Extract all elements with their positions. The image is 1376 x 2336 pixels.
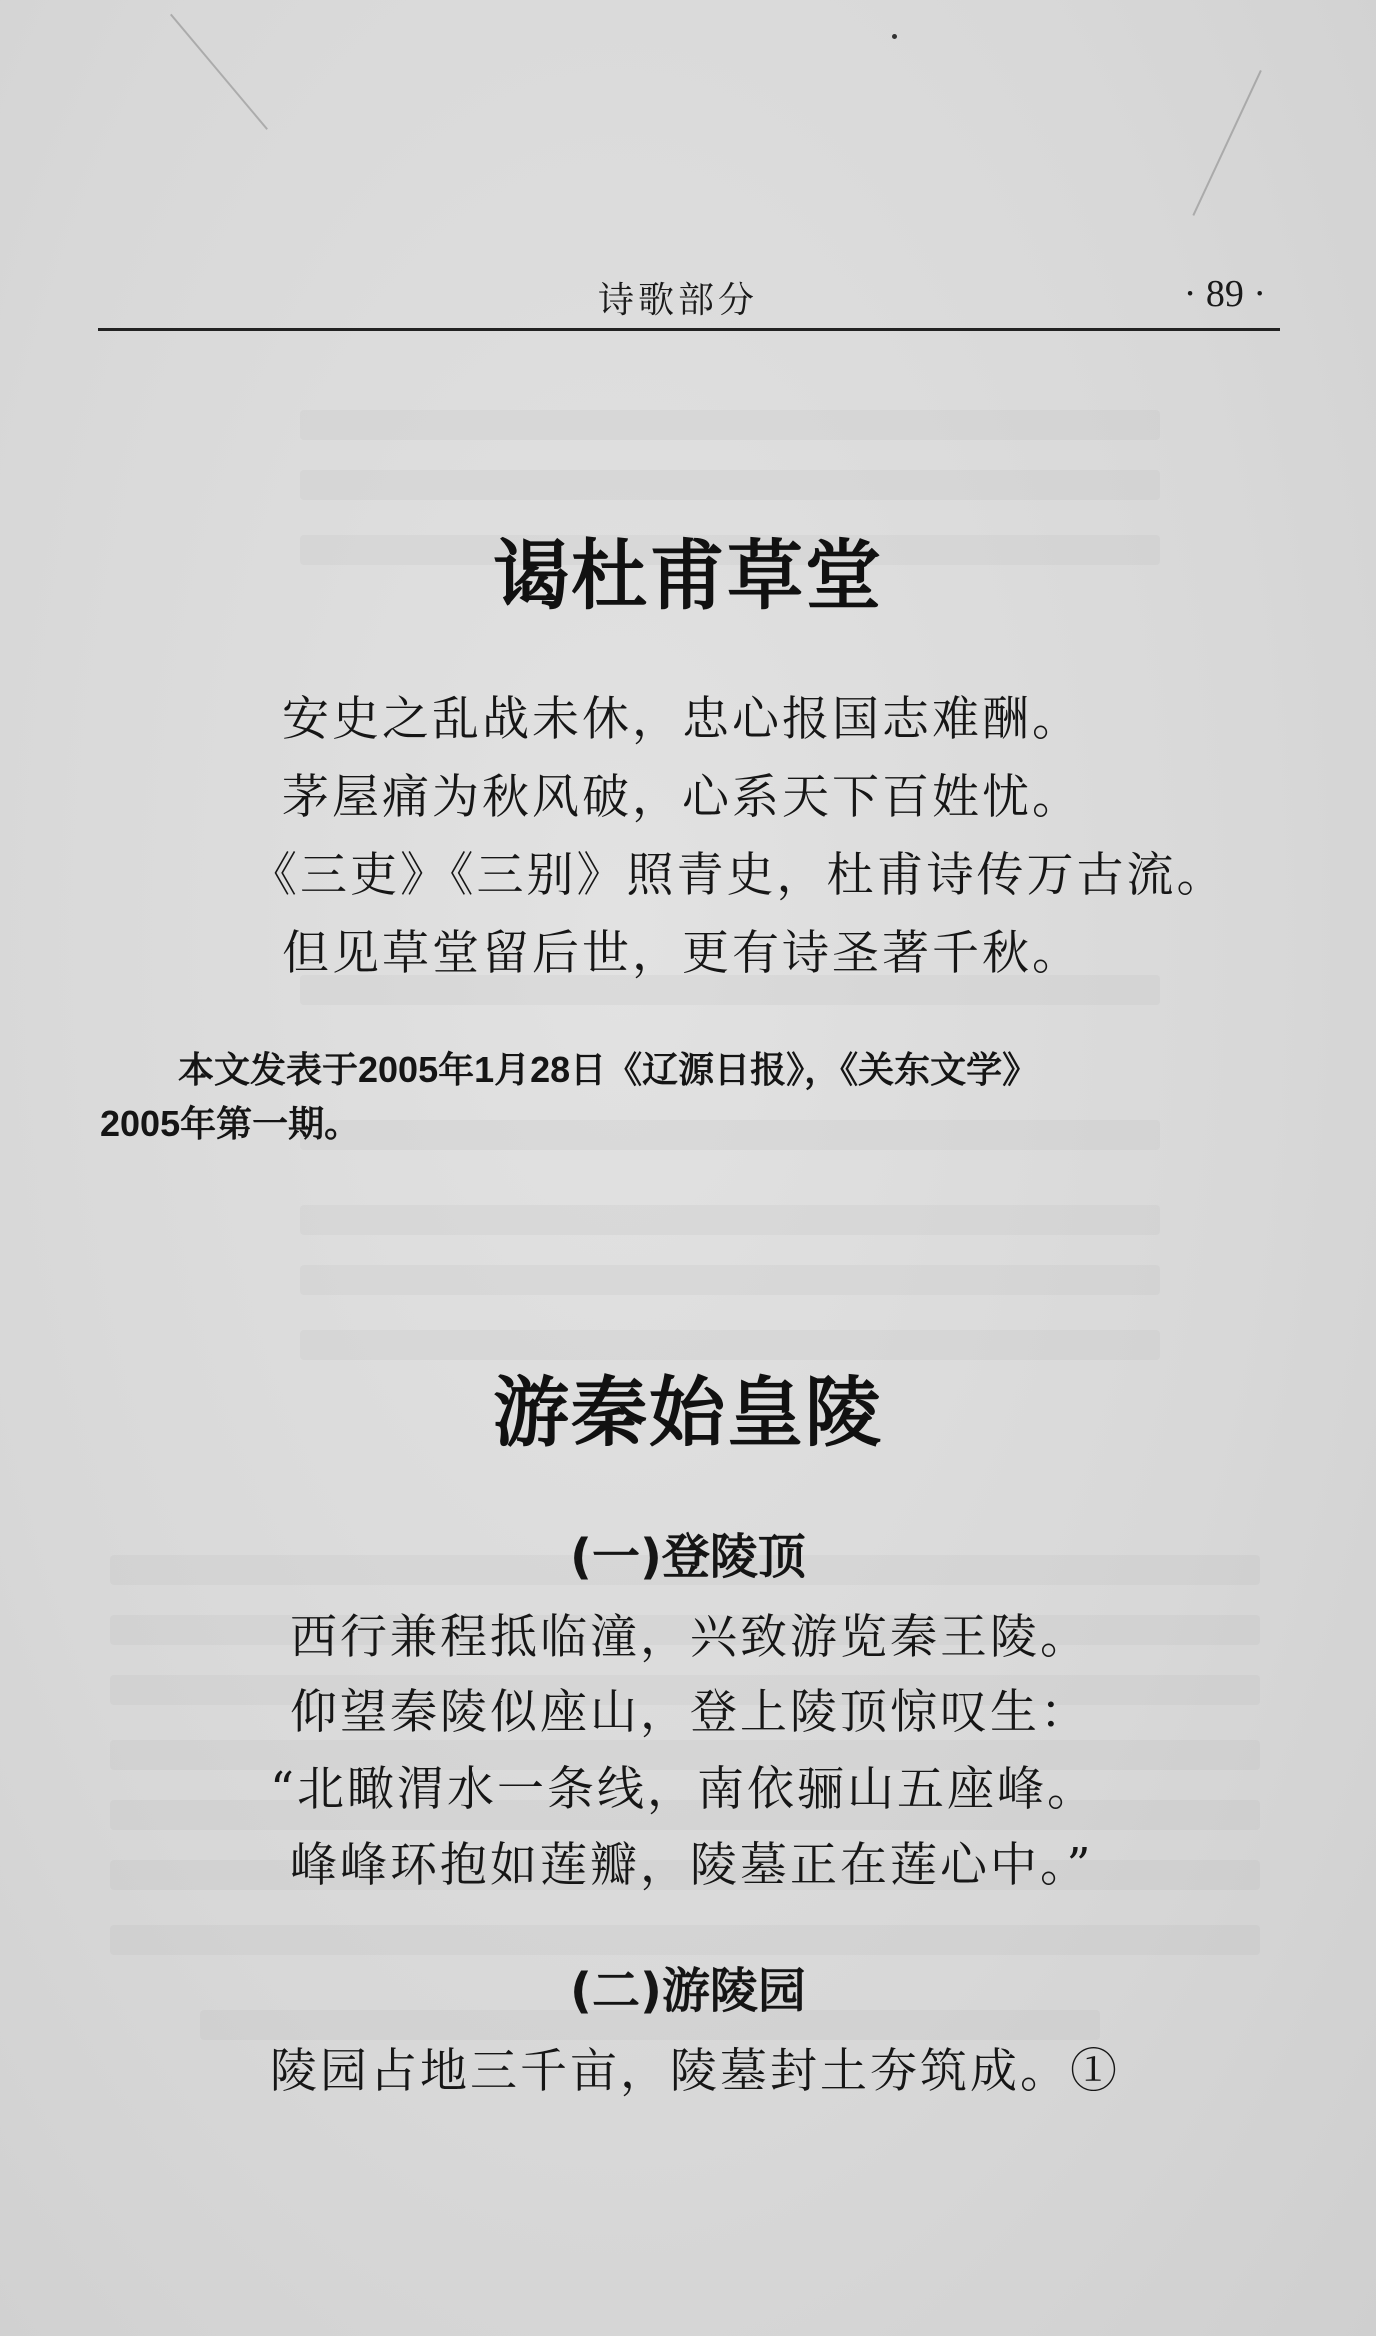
section-title: 诗歌部分 bbox=[598, 280, 759, 321]
bleed-through bbox=[300, 1265, 1160, 1295]
bleed-through bbox=[300, 1120, 1160, 1150]
poem-line: 峰峰环抱如莲瓣，陵墓正在莲心中。” bbox=[290, 1838, 1094, 1893]
bleed-through bbox=[110, 1925, 1260, 1955]
poem-line: 《三吏》《三别》照青史，杜甫诗传万古流。 bbox=[250, 848, 1227, 903]
publication-note: 2005年第一期。 bbox=[100, 1103, 361, 1144]
poem-line: 西行兼程抵临潼，兴致游览秦王陵。 bbox=[290, 1610, 1090, 1665]
poem-line: 茅屋痛为秋风破，心系天下百姓忧。 bbox=[282, 770, 1082, 825]
poem-line: 陵园占地三千亩，陵墓封土夯筑成。① bbox=[270, 2044, 1120, 2099]
poem-subtitle: (二)游陵园 bbox=[570, 1963, 806, 2019]
scratch-mark bbox=[170, 14, 268, 130]
scratch-mark bbox=[1192, 70, 1261, 216]
poem-line: 安史之乱战未休，忠心报国志难酬。 bbox=[282, 692, 1082, 747]
poem-line: 但见草堂留后世，更有诗圣著千秋。 bbox=[282, 926, 1082, 981]
poem-subtitle: (一)登陵顶 bbox=[570, 1529, 806, 1585]
publication-note: 本文发表于2005年1月28日《辽源日报》，《关东文学》 bbox=[178, 1049, 1039, 1090]
running-header bbox=[98, 268, 1280, 331]
poem-line: “北瞰渭水一条线，南依骊山五座峰。 bbox=[270, 1762, 1098, 1817]
poem-line: 仰望秦陵似座山，登上陵顶惊叹生： bbox=[290, 1685, 1090, 1740]
poem-title: 游秦始皇陵 bbox=[493, 1368, 883, 1457]
poem-title: 谒杜甫草堂 bbox=[493, 531, 883, 620]
bleed-through bbox=[300, 410, 1160, 440]
page-number: · 89 · bbox=[1183, 273, 1266, 315]
bleed-through bbox=[300, 1205, 1160, 1235]
speck bbox=[892, 34, 897, 39]
bleed-through bbox=[300, 470, 1160, 500]
